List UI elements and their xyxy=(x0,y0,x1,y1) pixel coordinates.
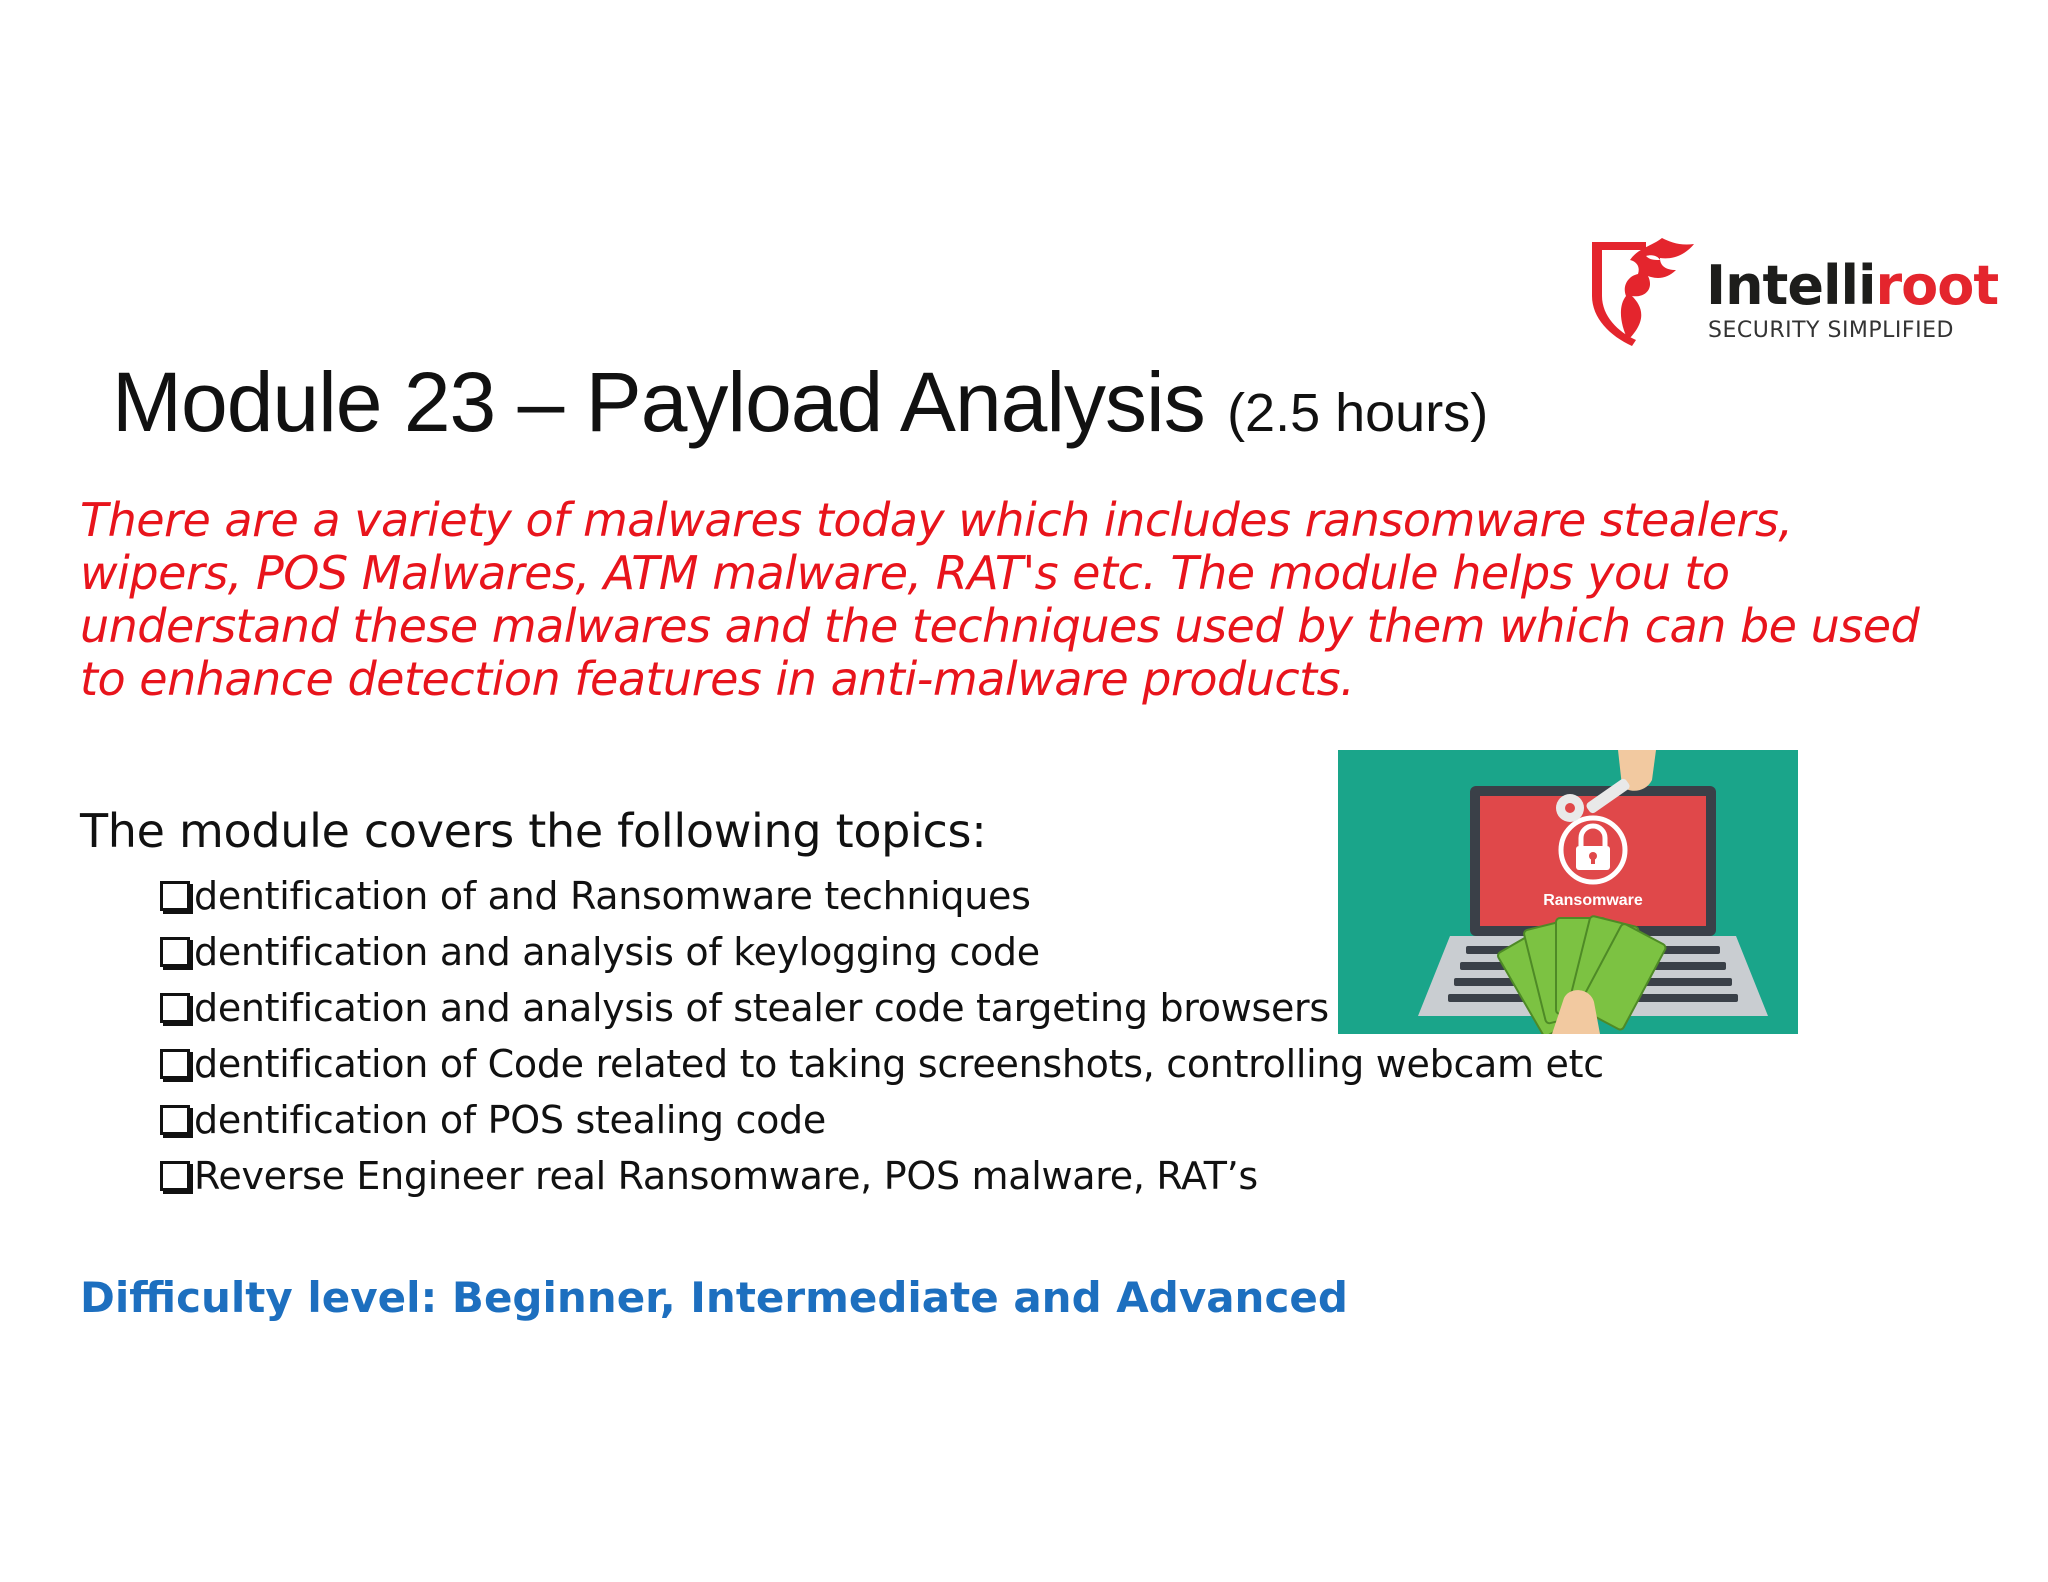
topic-text: dentification of and Ransomware techniques xyxy=(194,874,1031,918)
list-item xyxy=(160,1036,1604,1092)
intro-paragraph: There are a variety of malwares today which includes ransomware stealers, wipers, POS Malwares, ATM malware, RAT's etc. The module helps you to understand these malwares and the techniques used by them which can be used to enhance detection features in anti-malware products. xyxy=(80,493,1920,706)
checkbox-square-icon xyxy=(160,1161,190,1191)
page-title xyxy=(112,352,1488,463)
topic-text: dentification and analysis of keylogging code xyxy=(194,930,1040,974)
list-item xyxy=(160,1148,1604,1204)
topic-text: dentification of POS stealing code xyxy=(194,1098,826,1142)
checkbox-square-icon xyxy=(160,1049,190,1079)
title-main: Module 23 – Payload Analysis xyxy=(112,355,1205,449)
topic-text: Reverse Engineer real Ransomware, POS malware, RAT’s xyxy=(194,1154,1258,1198)
topic-text: dentification of Code related to taking screenshots, controlling webcam etc xyxy=(194,1042,1604,1086)
topic-text: dentification and analysis of stealer code targeting browsers xyxy=(194,986,1329,1030)
logo-name-dark: Intelli xyxy=(1706,254,1876,317)
screen-label: Ransomware xyxy=(1543,892,1643,909)
checkbox-square-icon xyxy=(160,881,190,911)
checkbox-square-icon xyxy=(160,937,190,967)
difficulty-level: Difficulty level: Beginner, Intermediate and Advanced xyxy=(80,1273,1348,1322)
logo-tagline: SECURITY SIMPLIFIED xyxy=(1708,318,1954,343)
logo-wordmark xyxy=(1706,256,1998,316)
checkbox-square-icon xyxy=(160,1105,190,1135)
intelliroot-logo xyxy=(1588,236,1998,348)
logo-name-red: root xyxy=(1875,254,1999,317)
dragon-shield-icon xyxy=(1588,236,1698,348)
ransomware-illustration xyxy=(1338,750,1798,1034)
title-duration: (2.5 hours) xyxy=(1227,383,1489,443)
topics-heading: The module covers the following topics: xyxy=(80,804,987,858)
checkbox-square-icon xyxy=(160,993,190,1023)
list-item xyxy=(160,1092,1604,1148)
